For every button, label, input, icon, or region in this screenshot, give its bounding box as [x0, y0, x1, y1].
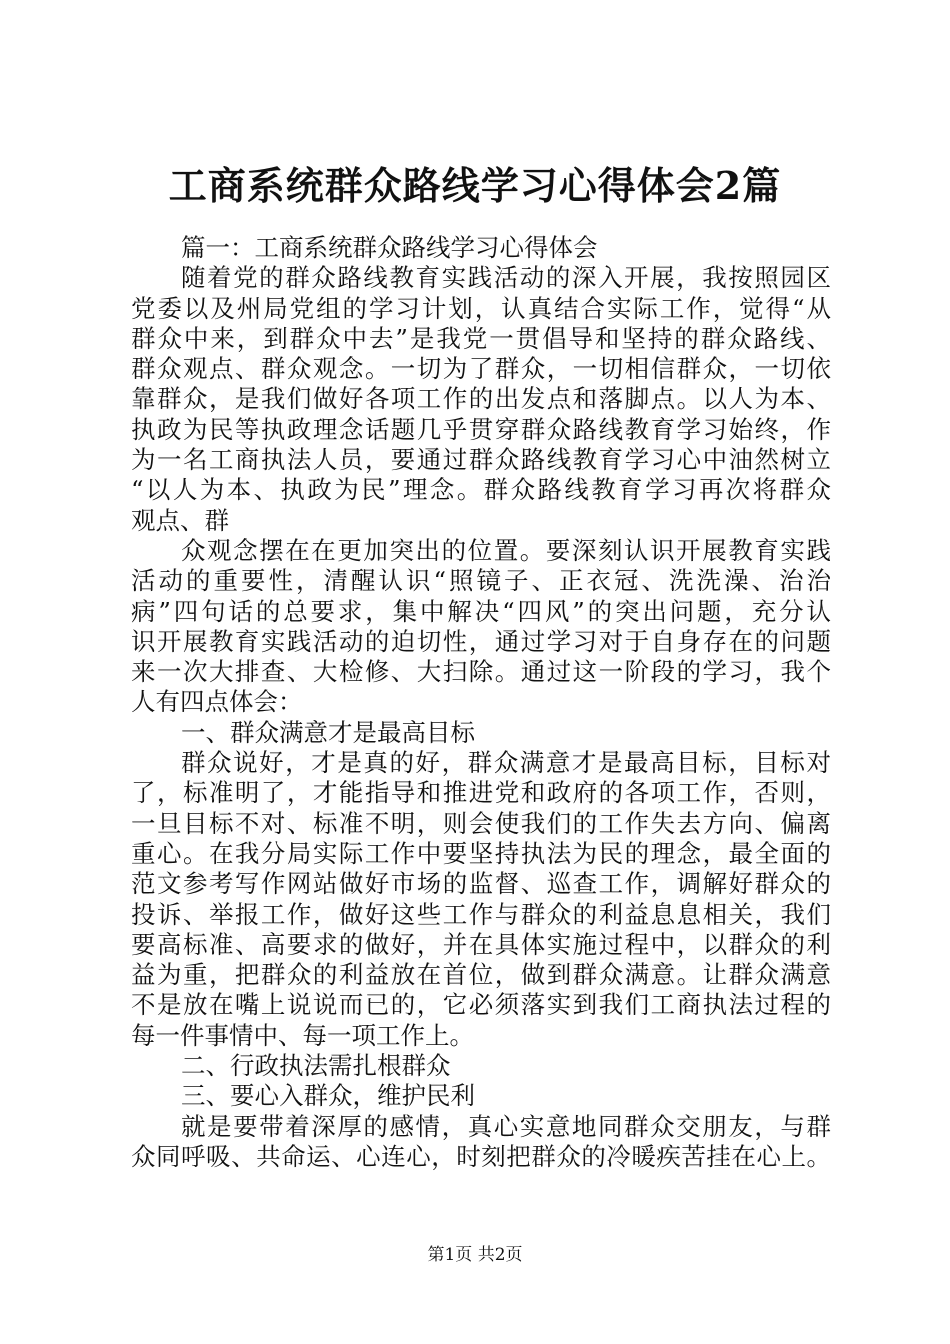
paragraph-line: 就是要带着深厚的感情，真心实意地同群众交朋友，与群 [181, 1111, 831, 1141]
paragraph-line: 一旦目标不对、标准不明，则会使我们的工作失去方向、偏离 [131, 808, 831, 838]
section-heading: 二、行政执法需扎根群众 [181, 1051, 451, 1081]
paragraph-line: 不是放在嘴上说说而已的，它必须落实到我们工商执法过程的 [131, 990, 831, 1020]
paragraph-line: 党委以及州局党组的学习计划，认真结合实际工作，觉得“从 [131, 293, 831, 323]
paragraph-line: 群众说好，才是真的好，群众满意才是最高目标，目标对 [181, 748, 831, 778]
document-title: 工商系统群众路线学习心得体会2篇 [168, 163, 782, 208]
paragraph-line: 众同呼吸、共命运、心连心，时刻把群众的冷暖疾苦挂在心上。 [131, 1141, 831, 1171]
paragraph-line: 随着党的群众路线教育实践活动的深入开展，我按照园区 [181, 263, 831, 293]
paragraph-line: 群众中来，到群众中去”是我党一贯倡导和坚持的群众路线、 [131, 323, 831, 353]
paragraph-line: 观点、群 [131, 505, 229, 535]
paragraph-line: 投诉、举报工作，做好这些工作与群众的利益息息相关，我们 [131, 899, 831, 929]
paragraph-line: 人有四点体会： [131, 687, 303, 717]
paragraph-line: 要高标准、高要求的做好，并在具体实施过程中，以群众的利 [131, 929, 831, 959]
document-body [131, 233, 831, 1172]
section-heading: 三、要心入群众，维护民利 [181, 1081, 475, 1111]
paragraph-line: “以人为本、执政为民”理念。群众路线教育学习再次将群众 [131, 475, 831, 505]
paragraph-line: 活动的重要性，清醒认识“照镜子、正衣冠、洗洗澡、治治 [131, 566, 831, 596]
paragraph-line: 执政为民等执政理念话题几乎贯穿群众路线教育学习始终，作 [131, 414, 831, 444]
section-heading: 一、群众满意才是最高目标 [181, 717, 475, 747]
section-heading: 篇一：工商系统群众路线学习心得体会 [181, 233, 598, 262]
paragraph-line: 病”四句话的总要求，集中解决“四风”的突出问题，充分认 [131, 596, 831, 626]
paragraph-line: 来一次大排查、大检修、大扫除。通过这一阶段的学习，我个 [131, 657, 831, 687]
paragraph-line: 识开展教育实践活动的迫切性，通过学习对于自身存在的问题 [131, 626, 831, 656]
paragraph-line: 益为重，把群众的利益放在首位，做到群众满意。让群众满意 [131, 960, 831, 990]
paragraph-line: 每一件事情中、每一项工作上。 [131, 1020, 474, 1050]
paragraph-line: 重心。在我分局实际工作中要坚持执法为民的理念，最全面的 [131, 838, 831, 868]
paragraph-line: 为一名工商执法人员，要通过群众路线教育学习心中油然树立 [131, 445, 831, 475]
page-number-footer: 第1页 共2页 [427, 1245, 523, 1265]
paragraph-line: 了，标准明了，才能指导和推进党和政府的各项工作，否则， [131, 778, 831, 808]
paragraph-line: 靠群众，是我们做好各项工作的出发点和落脚点。以人为本、 [131, 384, 831, 414]
paragraph-line: 群众观点、群众观念。一切为了群众，一切相信群众，一切依 [131, 354, 831, 384]
paragraph-line: 范文参考写作网站做好市场的监督、巡查工作，调解好群众的 [131, 869, 831, 899]
paragraph-line: 众观念摆在在更加突出的位置。要深刻认识开展教育实践 [181, 535, 831, 565]
